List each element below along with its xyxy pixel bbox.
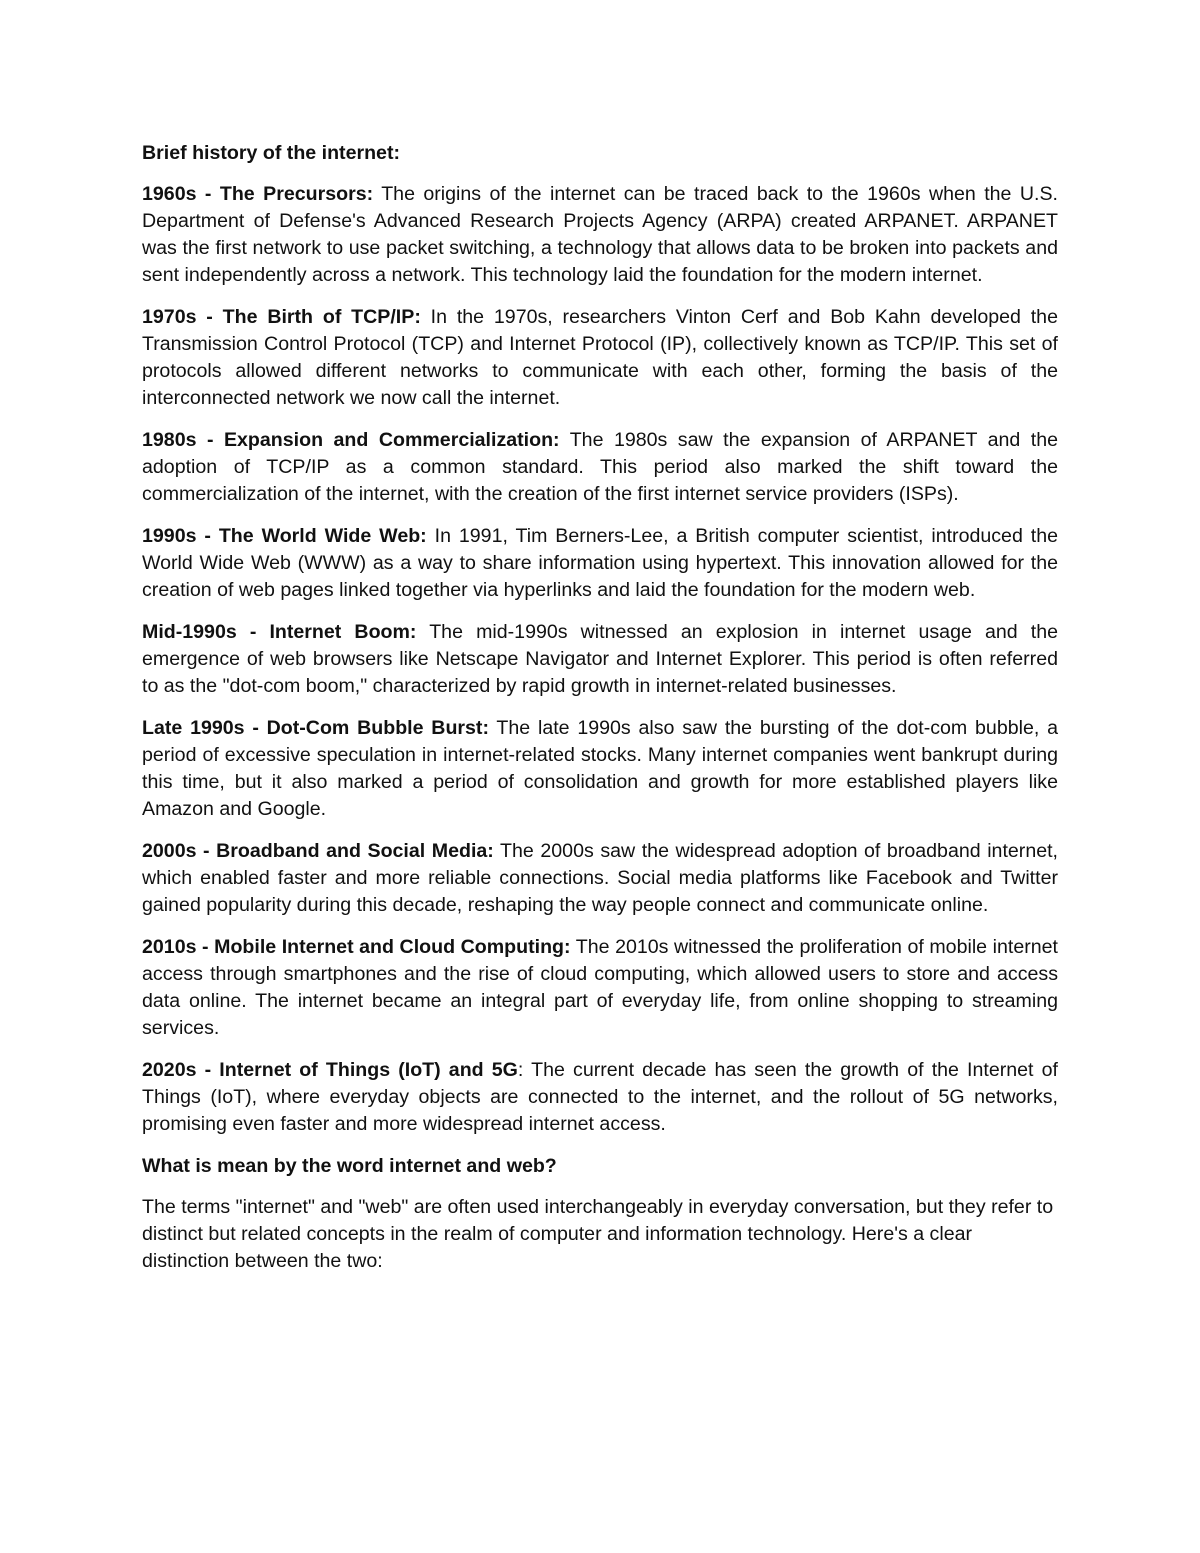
section-body: The origins of the internet can be traced back to the 1960s when the U.S. Department of Defense's Advanced Research Projects Agency (ARPA) created ARPANET. ARPANET was the first network to use packet switching, a technology that allows data to be broken into packets and sent independently across a network. This technology laid the foundation for the modern internet. [142,183,1058,286]
history-section-2010s [142,934,1058,1042]
history-section-late-1990s [142,715,1058,823]
section-heading: 1970s - The Birth of TCP/IP: [142,306,421,328]
section-body: The 1980s saw the expansion of ARPANET and the adoption of TCP/IP as a common standard. This period also marked the shift toward the commercialization of the internet, with the creation of the first internet service providers (ISPs). [142,429,1059,505]
section-body: The mid-1990s witnessed an explosion in internet usage and the emergence of web browsers like Netscape Navigator and Internet Explorer. This period is often referred to as the "dot-com boom," characterized by rapid growth in internet-related businesses. [142,621,1058,697]
history-section-1970s [142,304,1058,412]
section-heading: Mid-1990s - Internet Boom: [142,621,417,643]
section-body: : The current decade has seen the growth of the Internet of Things (IoT), where everyday objects are connected to the internet, and the rollout of 5G networks, promising even faster and more widespread internet access. [142,1059,1058,1135]
history-section-2020s [142,1057,1058,1138]
section-heading: 1980s - Expansion and Commercialization: [142,429,560,451]
section-heading: 2020s - Internet of Things (IoT) and 5G [142,1059,518,1081]
section-body: The late 1990s also saw the bursting of the dot-com bubble, a period of excessive speculation in internet-related stocks. Many internet companies went bankrupt during this time, but it also marked a period of consolidation and growth for more established players like Amazon and Google. [142,717,1058,820]
history-section-1960s [142,181,1058,289]
document-title: Brief history of the internet: [142,142,401,164]
history-section-2000s [142,838,1058,919]
history-section-mid-1990s [142,619,1058,700]
question-heading: What is mean by the word internet and web? [142,1155,557,1177]
section-heading: 2000s - Broadband and Social Media: [142,840,494,862]
closing-paragraph: The terms "internet" and "web" are often used interchangeably in everyday conversation, but they refer to distinct but related concepts in the realm of computer and information technology. Here's a clear distinction between the two: [142,1196,1054,1272]
section-body: The 2000s saw the widespread adoption of broadband internet, which enabled faster and more reliable connections. Social media platforms like Facebook and Twitter gained popularity during this decade, reshaping the way people connect and communicate online. [142,840,1058,916]
document-page [142,140,1058,1290]
section-heading: 1960s - The Precursors: [142,183,374,205]
section-body: The 2010s witnessed the proliferation of mobile internet access through smartphones and the rise of cloud computing, which allowed users to store and access data online. The internet became an integral part of everyday life, from online shopping to streaming services. [142,936,1058,1039]
section-heading: 2010s - Mobile Internet and Cloud Computing: [142,936,571,958]
section-body: In 1991, Tim Berners-Lee, a British computer scientist, introduced the World Wide Web (WWW) as a way to share information using hypertext. This innovation allowed for the creation of web pages linked together via hyperlinks and laid the foundation for the modern web. [142,525,1058,601]
section-body: In the 1970s, researchers Vinton Cerf and Bob Kahn developed the Transmission Control Protocol (TCP) and Internet Protocol (IP), collectively known as TCP/IP. This set of protocols allowed different networks to communicate with each other, forming the basis of the interconnected network we now call the internet. [142,306,1058,409]
section-heading: Late 1990s - Dot-Com Bubble Burst: [142,717,489,739]
history-section-1980s [142,427,1058,508]
section-heading: 1990s - The World Wide Web: [142,525,427,547]
history-section-1990s [142,523,1058,604]
